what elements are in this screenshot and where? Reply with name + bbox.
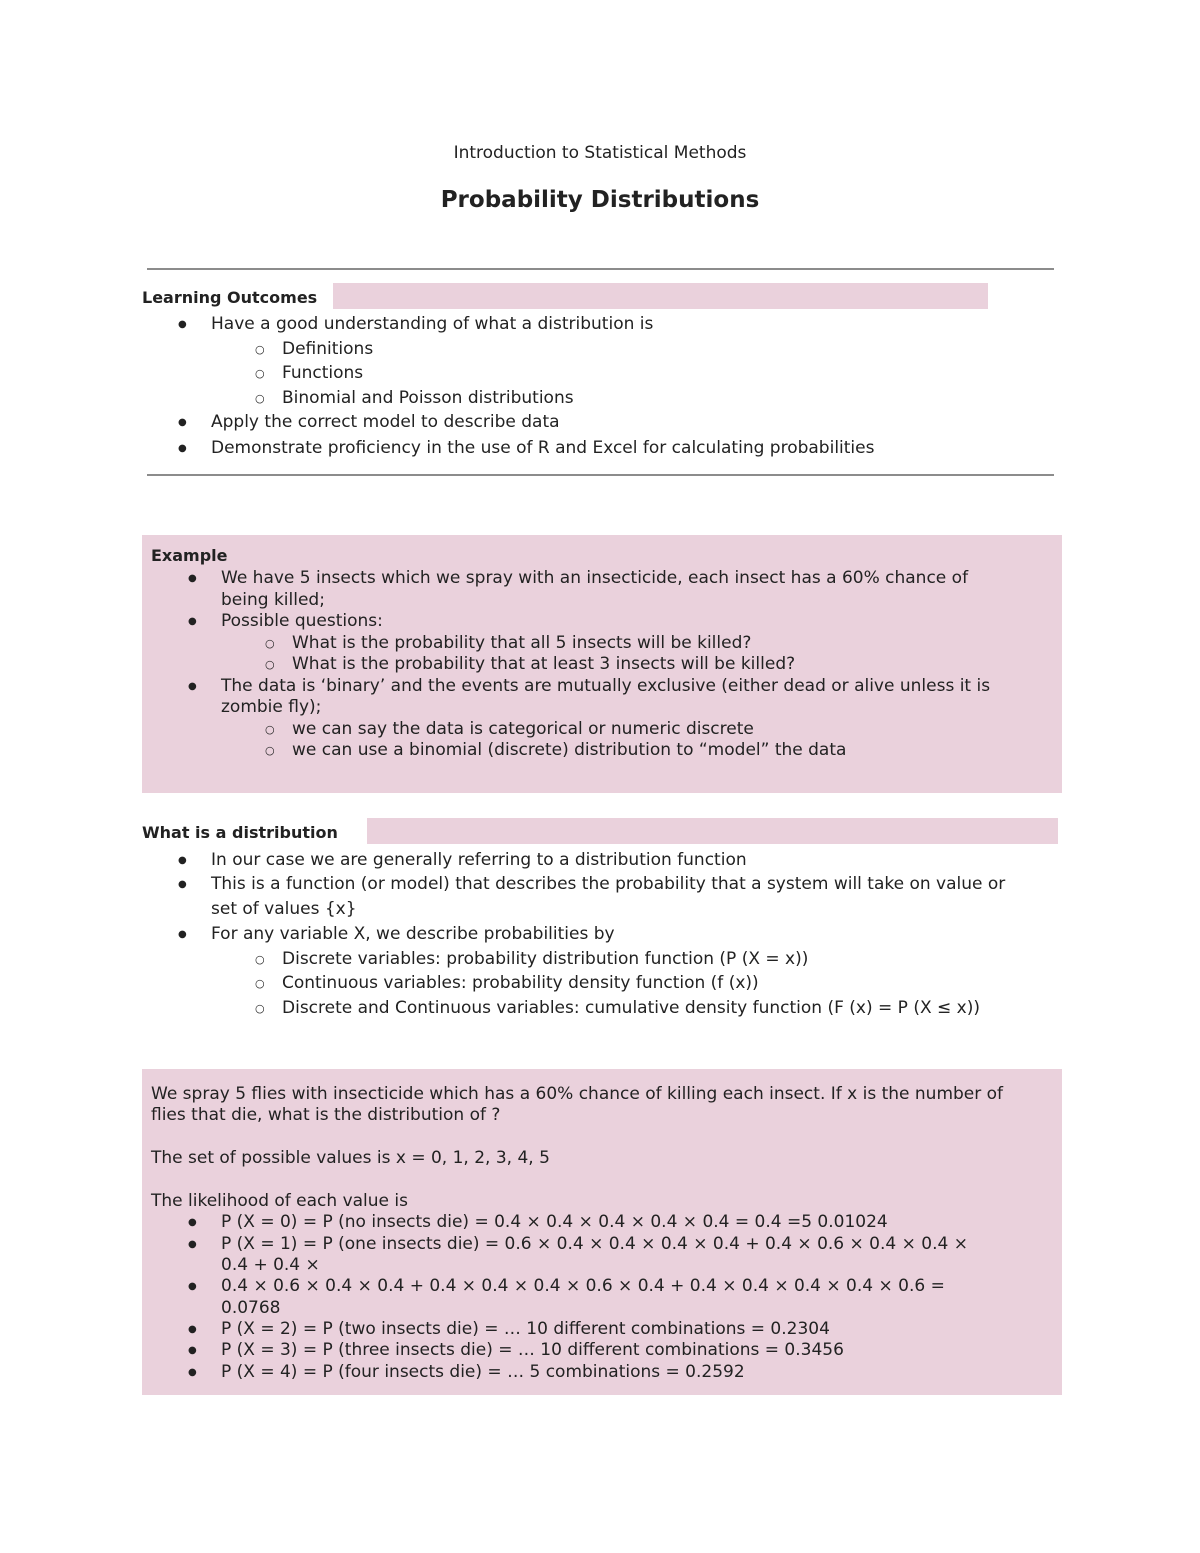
list-item: ● This is a function (or model) that describes the probability that a system will take on value or: [211, 874, 1005, 894]
course-title: Introduction to Statistical Methods: [453, 143, 747, 163]
learning-outcomes-highlight-bar: [333, 283, 988, 309]
flies-line: ● 0.4 × 0.6 × 0.4 × 0.4 + 0.4 × 0.4 × 0.4 × 0.6 × 0.4 + 0.4 × 0.4 × 0.4 × 0.4 × 0.6 =: [221, 1276, 945, 1296]
list-item: ● Apply the correct model to describe data: [211, 412, 560, 432]
list-item: ● Demonstrate proficiency in the use of R and Excel for calculating probabilities: [211, 438, 874, 458]
list-item: ● In our case we are generally referring to a distribution function: [211, 850, 747, 870]
example-line: ● The data is ‘binary’ and the events are mutually exclusive (either dead or alive unless it is: [221, 676, 990, 696]
example-line: zombie fly);: [221, 697, 322, 717]
list-item: ○ Continuous variables: probability density function (f (x)): [282, 973, 759, 993]
flies-line: We spray 5 flies with insecticide which has a 60% chance of killing each insect. If x is the number of: [151, 1084, 1004, 1104]
flies-example-box: [142, 1069, 1062, 1395]
flies-line: The likelihood of each value is: [151, 1191, 408, 1211]
example-line: ● Possible questions:: [221, 611, 383, 631]
flies-line: ● P (X = 1) = P (one insects die) = 0.6 × 0.4 × 0.4 × 0.4 × 0.4 + 0.4 × 0.6 × 0.4 × 0.4 ×: [221, 1234, 968, 1254]
distribution-heading: What is a distribution: [142, 823, 338, 842]
example-line: ○ we can say the data is categorical or numeric discrete: [292, 719, 754, 739]
example-line: ● We have 5 insects which we spray with an insecticide, each insect has a 60% chance of: [221, 568, 968, 588]
flies-line: 0.4 + 0.4 ×: [221, 1255, 320, 1275]
flies-line: 0.0768: [221, 1298, 281, 1318]
example-line: ○ we can use a binomial (discrete) distribution to “model” the data: [292, 740, 846, 760]
example-line: ○ What is the probability that all 5 insects will be killed?: [292, 633, 751, 653]
example-box: [142, 535, 1062, 793]
divider-top: [147, 268, 1054, 270]
distribution-highlight-bar: [367, 818, 1058, 844]
flies-line: The set of possible values is x = 0, 1, 2, 3, 4, 5: [151, 1148, 550, 1168]
list-item: ○ Discrete and Continuous variables: cumulative density function (F (x) = P (X ≤ x)): [282, 998, 980, 1018]
list-item: ● For any variable X, we describe probabilities by: [211, 924, 615, 944]
divider-bottom: [147, 474, 1054, 476]
flies-line: flies that die, what is the distribution of ?: [151, 1105, 501, 1125]
list-item: ○ Functions: [282, 363, 363, 383]
flies-line: ● P (X = 4) = P (four insects die) = … 5 combinations = 0.2592: [221, 1362, 745, 1382]
list-item: ○ Definitions: [282, 339, 373, 359]
list-item: ○ Discrete variables: probability distribution function (P (X = x)): [282, 949, 808, 969]
flies-line: ● P (X = 0) = P (no insects die) = 0.4 × 0.4 × 0.4 × 0.4 × 0.4 = 0.4 =5 0.01024: [221, 1212, 888, 1232]
example-heading: Example: [151, 546, 228, 565]
page-title: Probability Distributions: [440, 187, 760, 213]
list-item: ● Have a good understanding of what a distribution is: [211, 314, 653, 334]
example-line: ○ What is the probability that at least 3 insects will be killed?: [292, 654, 795, 674]
list-item: ○ Binomial and Poisson distributions: [282, 388, 574, 408]
learning-outcomes-heading: Learning Outcomes: [142, 288, 318, 307]
flies-line: ● P (X = 2) = P (two insects die) = … 10 different combinations = 0.2304: [221, 1319, 830, 1339]
example-line: being killed;: [221, 590, 325, 610]
flies-line: ● P (X = 3) = P (three insects die) = … 10 different combinations = 0.3456: [221, 1340, 844, 1360]
list-item: set of values {x}: [211, 899, 357, 919]
